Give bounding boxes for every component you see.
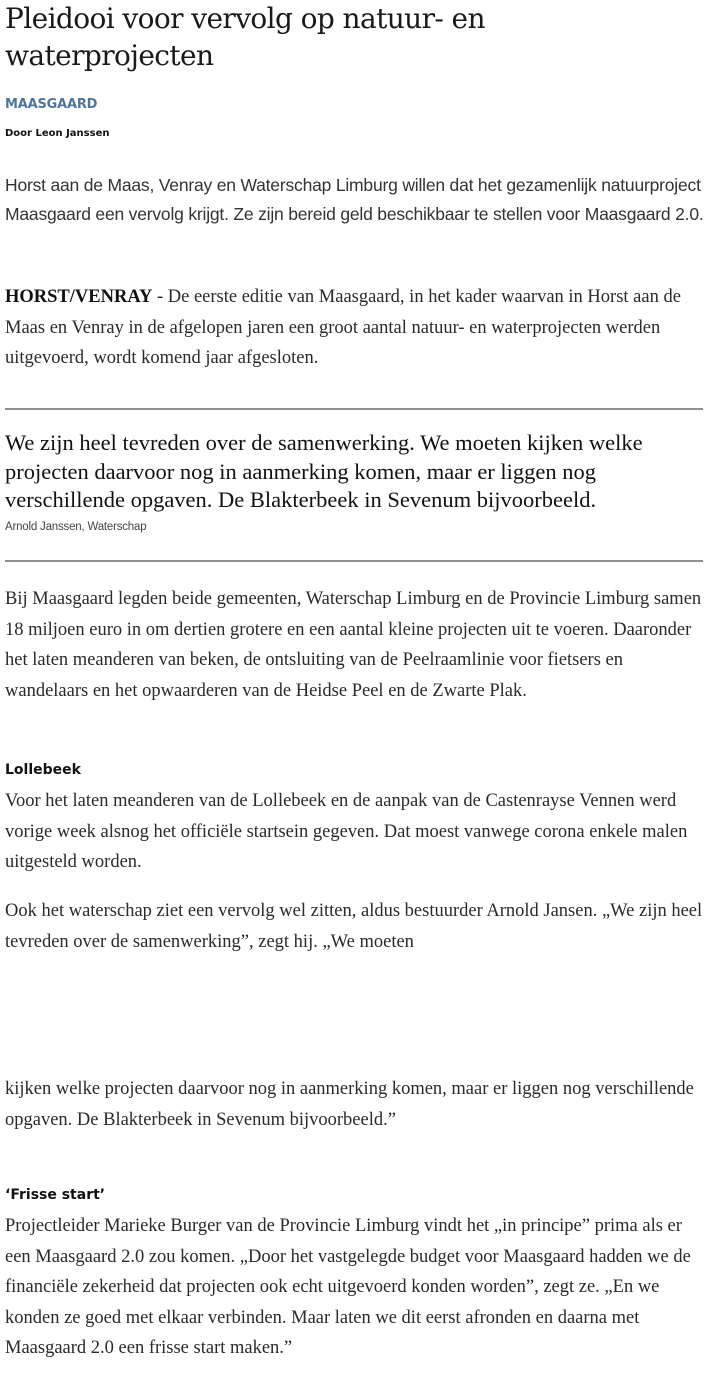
body-paragraph: Ook het waterschap ziet een vervolg wel zitten, aldus bestuurder Arnold Jansen. „We zijn heel tevreden over de samenwerking”, zegt hij. „We moeten [5,901,703,952]
subheading: ‘Frisse start’ [5,1187,106,1203]
quote-divider-top [5,408,703,410]
lead-text: - De eerste editie van Maasgaard, in het kader waarvan in Horst aan de Maas en Venray in de afgelopen jaren een groot aantal natuur- en waterprojecten werden uitgevoerd, wordt komend jaar afgesloten. [5,287,681,368]
byline: Door Leon Janssen [5,128,110,139]
article-intro: Horst aan de Maas, Venray en Waterschap Limburg willen dat het gezamenlijk natuurproject Maasgaard een vervolg krijgt. Ze zijn bereid geld beschikbaar te stellen voor Maasgaard 2.0. [5,175,704,224]
lead-paragraph [5,282,705,374]
dateline: HORST/VENRAY [5,287,153,307]
subheading: Lollebeek [5,762,81,778]
body-paragraph: Projectleider Marieke Burger van de Provincie Limburg vindt het „in principe” prima als er een Maasgaard 2.0 zou komen. „Door het vastgelegde budget voor Maasgaard hadden we de financiële zekerheid dat projecten ook echt uitgevoerd konden worden”, zegt ze. „En we konden ze goed met elkaar verbinden. Maar laten we dit eerst afronden en daarna met Maasgaard 2.0 een frisse start maken.” [5,1216,691,1358]
body-paragraph: kijken welke projecten daarvoor nog in aanmerking komen, maar er liggen nog verschillende opgaven. De Blakterbeek in Sevenum bijvoorbeeld.” [5,1079,694,1130]
section-label[interactable]: MAASGAARD [5,97,98,112]
pull-quote-attribution: Arnold Janssen, Waterschap [5,521,147,533]
body-paragraph: Bij Maasgaard legden beide gemeenten, Waterschap Limburg en de Provincie Limburg samen 18 miljoen euro in om dertien grotere en een aantal kleine projecten uit te voeren. Daaronder het laten meanderen van beken, de ontsluiting van de Peelraamlinie voor fietsers en wandelaars en het opwaarderen van de Heidse Peel en de Zwarte Plak. [5,589,702,701]
pull-quote: We zijn heel tevreden over de samenwerking. We moeten kijken welke projecten daarvoor nog in aanmerking komen, maar er liggen nog verschillende opgaven. De Blakterbeek in Sevenum bijvoorbeeld. [5,430,643,513]
article-title: Pleidooi voor vervolg op natuur- en waterprojecten [5,2,485,72]
body-paragraph: Voor het laten meanderen van de Lollebeek en de aanpak van de Castenrayse Vennen werd vorige week alsnog het officiële startsein gegeven. Dat moest vanwege corona enkele malen uitgesteld worden. [5,791,688,872]
quote-divider-bottom [5,560,703,562]
